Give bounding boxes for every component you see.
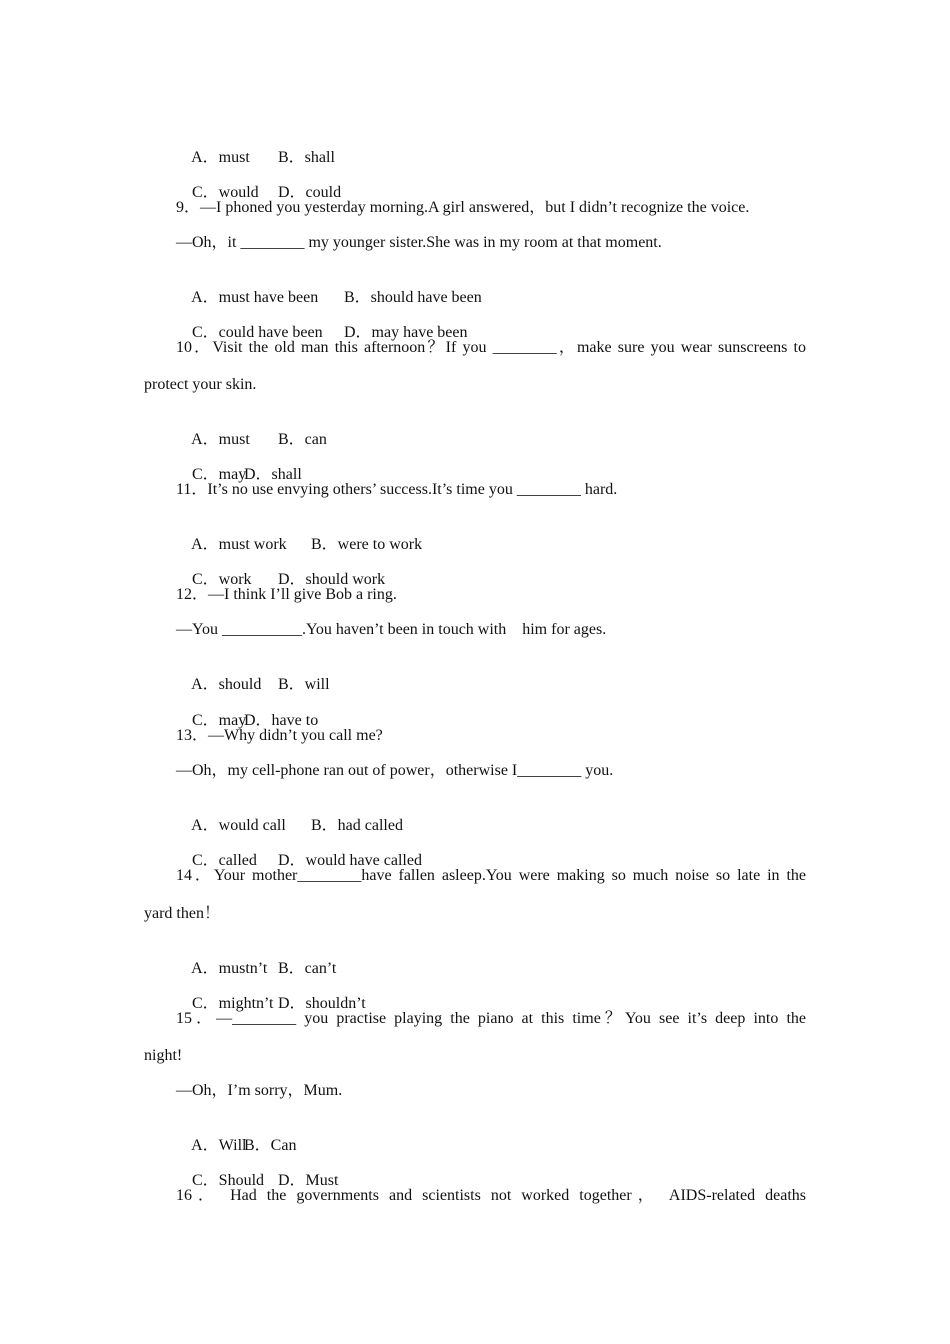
q15-reply: —Oh，I’m sorry，Mum.: [176, 1082, 343, 1099]
q10-option-a[interactable]: A．must: [191, 431, 250, 448]
q14-option-d[interactable]: D．shouldn’t: [278, 995, 366, 1012]
q15-stem-line2: night!: [144, 1047, 183, 1064]
q11-stem: 11．It’s no use envying others’ success.It’s time you ________ hard.: [176, 481, 618, 498]
q14-option-c[interactable]: C．mightn’t: [192, 995, 274, 1012]
q8-options-cd: [176, 163, 342, 201]
q9-options-ab: [176, 268, 482, 306]
q10-options-cd: [176, 445, 302, 483]
q14-option-a[interactable]: A．mustn’t: [191, 960, 268, 977]
q14-stem-line2: yard then！: [144, 905, 220, 922]
q10-option-c[interactable]: C．may: [192, 466, 247, 483]
q15-option-a[interactable]: A．Will: [191, 1137, 247, 1154]
q14-options-ab: [176, 939, 337, 977]
q13-option-c[interactable]: C．called: [192, 852, 257, 869]
q9-reply: —Oh，it ________ my younger sister.She was in my room at that moment.: [176, 234, 662, 251]
q12-option-d[interactable]: D．have to: [244, 712, 319, 729]
q11-option-d[interactable]: D．should work: [278, 571, 386, 588]
q11-options-cd: [176, 550, 386, 588]
q11-option-b[interactable]: B．were to work: [311, 536, 423, 553]
q10-option-b[interactable]: B．can: [278, 431, 327, 448]
q8-option-d[interactable]: D．could: [278, 184, 342, 201]
q8-option-a[interactable]: A．must: [191, 149, 250, 166]
q12-option-c[interactable]: C．may: [192, 712, 247, 729]
q9-stem: 9．—I phoned you yesterday morning.A girl answered，but I didn’t recognize the voice.: [176, 199, 750, 216]
q10-stem-line2: protect your skin.: [144, 376, 257, 393]
q15-option-c[interactable]: C．Should: [192, 1172, 265, 1189]
q15-options-cd: [176, 1151, 339, 1189]
q11-option-a[interactable]: A．must work: [191, 536, 287, 553]
q13-options-cd: [176, 831, 422, 869]
q8-option-b[interactable]: B．shall: [278, 149, 335, 166]
q13-option-d[interactable]: D．would have called: [278, 852, 422, 869]
q8-option-c[interactable]: C．would: [192, 184, 259, 201]
q14-option-b[interactable]: B．can’t: [278, 960, 337, 977]
q13-option-b[interactable]: B．had called: [311, 817, 403, 834]
q15-stem-line1: 15．—________ you practise playing the piano at this time？You see it’s deep into the: [176, 1010, 806, 1027]
q14-stem-line1: 14．Your mother________have fallen asleep.You were making so much noise so late in the: [176, 867, 806, 884]
q12-option-a[interactable]: A．should: [191, 676, 262, 693]
q10-option-d[interactable]: D．shall: [244, 466, 302, 483]
q9-option-c[interactable]: C．could have been: [192, 324, 323, 341]
q8-options-ab: [176, 128, 335, 166]
q15-options-ab: [176, 1116, 297, 1154]
q15-option-d[interactable]: D．Must: [278, 1172, 339, 1189]
q13-reply: —Oh，my cell-phone ran out of power，otherwise I________ you.: [176, 762, 614, 779]
q13-stem: 13．—Why didn’t you call me?: [176, 727, 383, 744]
q12-reply: —You __________.You haven’t been in touch with him for ages.: [176, 621, 607, 638]
q14-options-cd: [176, 974, 366, 1012]
q13-option-a[interactable]: A．would call: [191, 817, 286, 834]
q16-stem-line1: 16． Had the governments and scientists not worked together， AIDS-related deaths: [176, 1187, 806, 1204]
q9-options-cd: [176, 303, 468, 341]
q12-options-ab: [176, 655, 330, 693]
q12-option-b[interactable]: B．will: [278, 676, 330, 693]
q10-stem-line1: 10．Visit the old man this afternoon？If you ________，make sure you wear sunscreens to: [176, 339, 806, 356]
q9-option-d[interactable]: D．may have been: [344, 324, 468, 341]
q15-option-b[interactable]: B．Can: [244, 1137, 297, 1154]
q9-option-a[interactable]: A．must have been: [191, 289, 319, 306]
q11-options-ab: [176, 515, 423, 553]
q12-options-cd: [176, 691, 319, 729]
q11-option-c[interactable]: C．work: [192, 571, 252, 588]
q9-option-b[interactable]: B．should have been: [344, 289, 482, 306]
q13-options-ab: [176, 796, 403, 834]
q12-stem: 12．—I think I’ll give Bob a ring.: [176, 586, 397, 603]
q10-options-ab: [176, 410, 327, 448]
